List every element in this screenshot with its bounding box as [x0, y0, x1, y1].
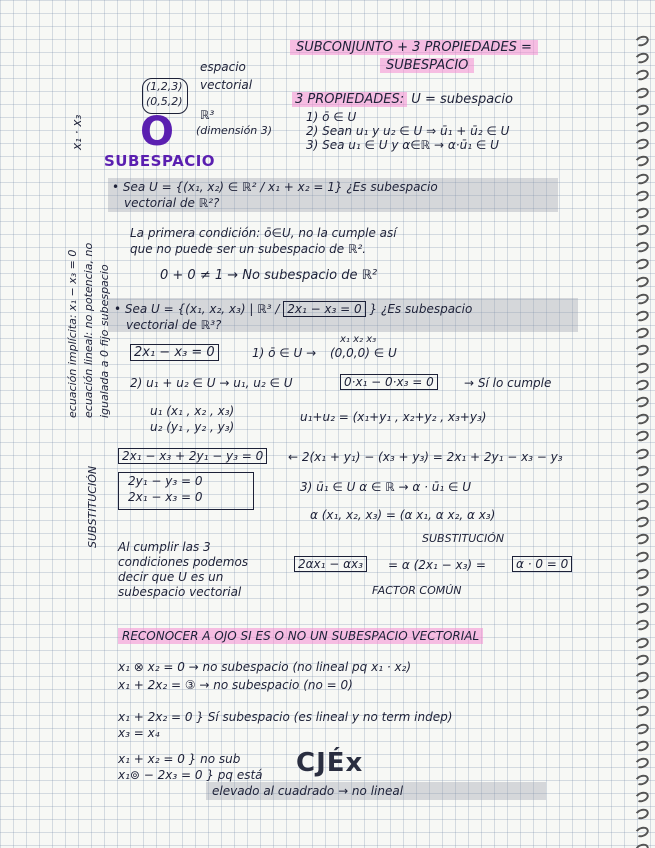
- example1-statement-2: vectorial de ℝ²?: [124, 196, 220, 210]
- recognize-line-5: x₁ + x₂ = 0 } no sub: [118, 752, 241, 766]
- alpha-vector: α (x₁, x₂, x₃) = (α x₁, α x₂, α x₃): [310, 508, 496, 522]
- property-3: 3) Sea u₁ ∈ U y α∈ℝ → α·ū₁ ∈ U: [306, 138, 499, 152]
- conclusion-line-2: condiciones podemos: [118, 555, 249, 569]
- alpha-result-box: α · 0 = 0: [512, 556, 572, 572]
- u2-vector: u₂ (y₁ , y₂ , y₃): [150, 420, 235, 434]
- properties-title: [292, 92, 513, 107]
- recognize-line-6: x₁⊚ − 2x₃ = 0 } pq está: [118, 768, 263, 782]
- example2-boxed-equation: 2x₁ − x₃ = 0: [283, 301, 365, 317]
- side-note-x1x3: x₁ · x₃: [70, 114, 84, 150]
- example2-statement-start: • Sea U = {(x₁, x₂, x₃) | ℝ³ /: [114, 302, 280, 316]
- alpha-box: 2αx₁ − αx₃: [294, 556, 367, 572]
- cumple-label: → Sí lo cumple: [464, 376, 552, 390]
- example2-statement-end: } ¿Es subespacio: [369, 302, 473, 316]
- property-2: 2) Sean u₁ y u₂ ∈ U ⇒ ū₁ + ū₂ ∈ U: [306, 124, 510, 138]
- zero-vector: (0,0,0) ∈ U: [330, 346, 397, 360]
- big-o-symbol: O: [140, 109, 175, 155]
- example1-condition-2: que no puede ser un subespacio de ℝ².: [130, 242, 367, 256]
- properties-title-rest: U = subespacio: [411, 92, 513, 107]
- substitution-box-1: 2x₁ − x₃ + 2y₁ − y₃ = 0: [118, 448, 267, 464]
- side-note-substitucion: SUBSTITUCIÓN: [86, 465, 99, 548]
- espacio-label: espacio: [200, 60, 246, 74]
- example2-equation-box: 2x₁ − x₃ = 0: [130, 344, 219, 361]
- step2-label: 2) u₁ + u₂ ∈ U → u₁, u₂ ∈ U: [130, 376, 293, 390]
- recognize-line-4: x₃ = x₄: [118, 726, 160, 740]
- substitution-eq-a: 2y₁ − y₃ = 0: [128, 474, 203, 488]
- u1-plus-u2: u₁+u₂ = (x₁+y₁ , x₂+y₂ , x₃+y₃): [300, 410, 487, 424]
- page-title: SUBCONJUNTO + 3 PROPIEDADES =: [290, 40, 538, 55]
- step3-label: 3) ū₁ ∈ U α ∈ ℝ → α · ū₁ ∈ U: [300, 480, 472, 494]
- example2-statement: [114, 302, 472, 316]
- side-note-linear: ecuación lineal: no potencia, no: [82, 242, 95, 418]
- vectorial-label: vectorial: [200, 78, 253, 92]
- brand-logo: CJÉx: [296, 748, 364, 778]
- example1-condition-1: La primera condición: ō∈U, no la cumple así: [130, 226, 397, 240]
- step1-label: 1) ō ∈ U →: [252, 346, 317, 360]
- recognize-line-1: x₁ ⊗ x₂ = 0 → no subespacio (no lineal pq x₁ · x₂): [118, 660, 412, 674]
- conclusion-line-4: subespacio vectorial: [118, 585, 242, 599]
- recognize-line-2: x₁ + 2x₂ = ③ → no subespacio (no = 0): [118, 678, 353, 692]
- side-note-implicit: ecuación implícita: x₁ − x₃ = 0: [66, 249, 79, 418]
- zero-check-box: 0·x₁ − 0·x₃ = 0: [340, 374, 438, 390]
- xyz-header: x₁ x₂ x₃: [340, 334, 377, 345]
- recognize-line-7: elevado al cuadrado → no lineal: [212, 784, 404, 798]
- properties-title-highlight: 3 PROPIEDADES:: [292, 92, 407, 107]
- spiral-binding: [635, 36, 649, 816]
- vector-2: (0,5,2): [146, 95, 183, 108]
- u1-vector: u₁ (x₁ , x₂ , x₃): [150, 404, 235, 418]
- substitution-eq-b: 2x₁ − x₃ = 0: [128, 490, 203, 504]
- property-1: 1) ō ∈ U: [306, 110, 357, 124]
- example2-statement-2: vectorial de ℝ³?: [126, 318, 222, 332]
- recognize-line-3: x₁ + 2x₂ = 0 } Sí subespacio (es lineal y no term indep): [118, 710, 453, 724]
- subespacio-heading: SUBESPACIO: [104, 152, 216, 170]
- factor-comun-label: FACTOR COMÚN: [372, 584, 462, 597]
- substitution-expansion: ← 2(x₁ + y₁) − (x₃ + y₃) = 2x₁ + 2y₁ − x₃ − y₃: [288, 450, 563, 464]
- substitucion-label: SUBSTITUCIÓN: [422, 532, 505, 545]
- example1-result: 0 + 0 ≠ 1 → No subespacio de ℝ²: [160, 268, 378, 283]
- dimension-label: (dimensión 3): [196, 124, 273, 137]
- alpha-equation: = α (2x₁ − x₃) =: [388, 558, 486, 572]
- conclusion-line-1: Al cumplir las 3: [118, 540, 211, 554]
- side-note-fixed: igualada a 0 fijo subespacio: [98, 264, 111, 418]
- example1-statement: • Sea U = {(x₁, x₂) ∈ ℝ² / x₁ + x₂ = 1} ¿Es subespacio: [112, 180, 438, 194]
- recognize-title: RECONOCER A OJO SI ES O NO UN SUBESPACIO VECTORIAL: [118, 628, 483, 644]
- page-title-line2: SUBESPACIO: [380, 58, 474, 73]
- conclusion-line-3: decir que U es un: [118, 570, 224, 584]
- vector-1: (1,2,3): [146, 80, 183, 93]
- r3-label: ℝ³: [200, 108, 215, 122]
